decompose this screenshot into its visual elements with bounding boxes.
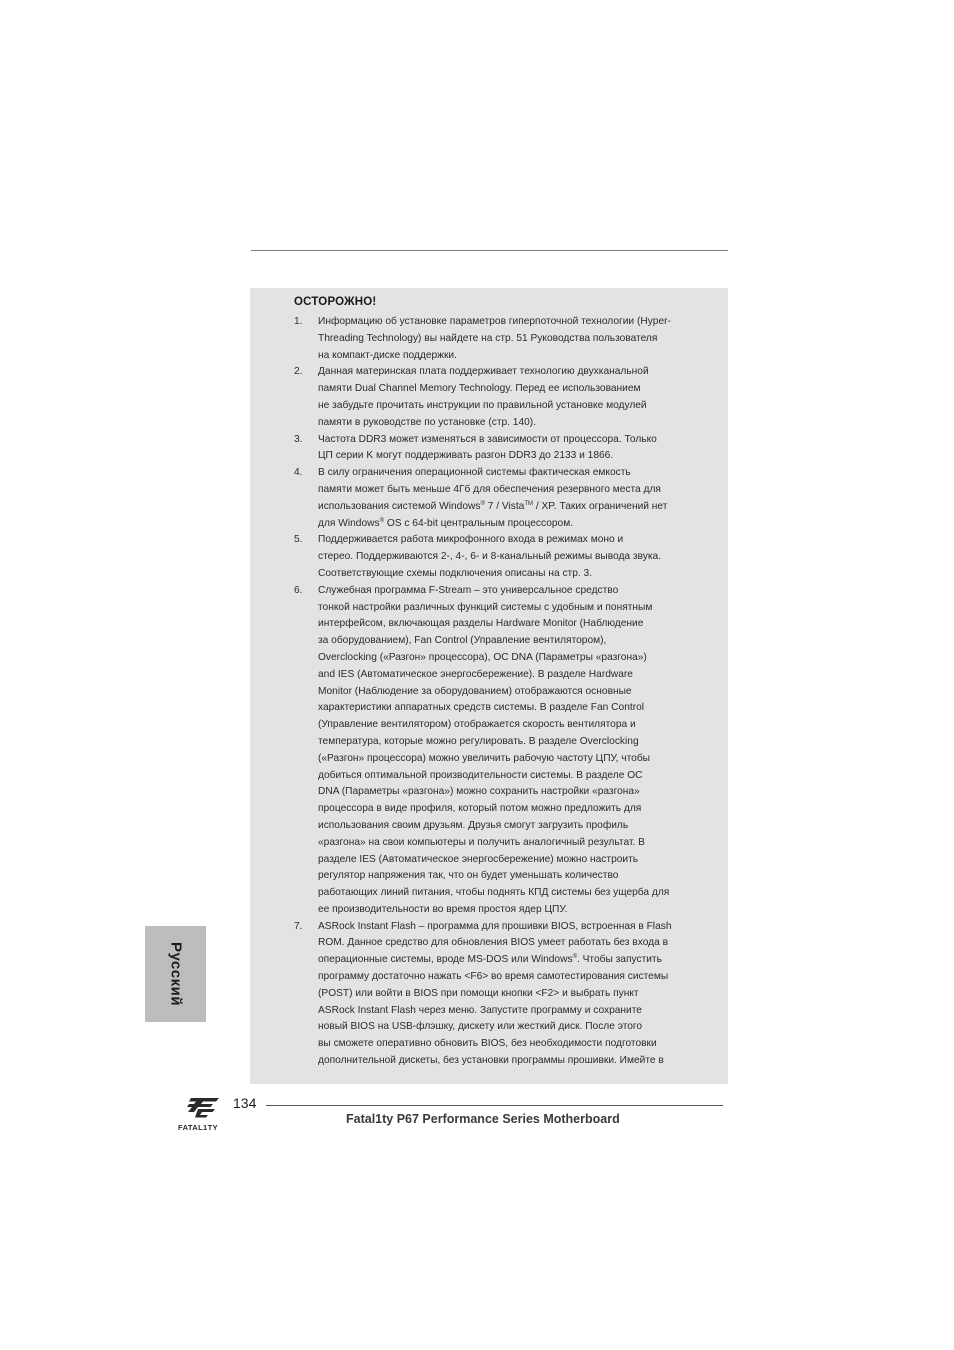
caution-line: работающих линий питания, чтобы поднять КПД системы без ущерба для bbox=[318, 887, 670, 899]
caution-line: Соответствующие схемы подключения описаны на стр. 3. bbox=[318, 567, 593, 579]
caution-item-text bbox=[318, 314, 714, 364]
caution-line bbox=[318, 516, 714, 533]
caution-line: новый BIOS на USB-флэшку, дискету или жесткий диск. После этого bbox=[318, 1021, 643, 1033]
caution-text-run: 7 / Vista bbox=[484, 500, 525, 512]
caution-line: процессора в виде профиля, который потом можно предложить для bbox=[318, 803, 642, 815]
caution-line: Поддерживается работа микрофонного входа в режимах моно и bbox=[318, 534, 624, 546]
caution-line: «разгона» на свои компьютеры и получить аналогичный результат. В bbox=[318, 836, 645, 848]
caution-box bbox=[250, 288, 728, 1084]
caution-line: стерео. Поддерживаются 2-, 4-, 6- и 8-канальный режимы вывода звука. bbox=[318, 551, 662, 563]
caution-line: памяти Dual Channel Memory Technology. Перед ее использованием bbox=[318, 383, 641, 395]
caution-line: and IES (Автоматическое энергосбережение). В разделе Hardware bbox=[318, 668, 633, 680]
caution-line: Частота DDR3 может изменяться в зависимости от процессора. Только bbox=[318, 433, 657, 445]
caution-text-run: / XP. Таких ограничений нет bbox=[533, 500, 668, 512]
caution-line: тонкой настройки различных функций системы с удобным и понятным bbox=[318, 601, 653, 613]
caution-item bbox=[294, 465, 714, 532]
caution-line: температура, которые можно регулировать. В разделе Overclocking bbox=[318, 735, 639, 747]
caution-line: ROM. Данное средство для обновления BIOS умеет работать без входа в bbox=[318, 937, 668, 949]
caution-item bbox=[294, 919, 714, 1070]
caution-line: ASRock Instant Flash – программа для прошивки BIOS, встроенная в Flash bbox=[318, 920, 672, 932]
caution-item-text bbox=[318, 432, 714, 466]
page-number: 134 bbox=[233, 1095, 257, 1111]
caution-line: использования своим друзьям. Друзья смогут загрузить профиль bbox=[318, 819, 629, 831]
caution-line: на компакт-диске поддержки. bbox=[318, 349, 457, 361]
trademark-superscript: ® bbox=[379, 517, 384, 524]
caution-line: дополнительной дискеты, без установки программы прошивки. Имейте в bbox=[318, 1055, 664, 1067]
caution-line: не забудьте прочитать инструкции по правильной установке модулей bbox=[318, 399, 647, 411]
footer-title: Fatal1ty P67 Performance Series Motherboard bbox=[346, 1112, 620, 1126]
trademark-superscript: TM bbox=[524, 500, 534, 507]
caution-line: интерфейсом, включающая разделы Hardware Monitor (Наблюдение bbox=[318, 618, 644, 630]
caution-line: характеристики аппаратных средств системы. В разделе Fan Control bbox=[318, 702, 645, 714]
caution-text-run: использования системой Windows bbox=[318, 500, 481, 512]
caution-line: ее производительности во время простоя ядер ЦПУ. bbox=[318, 903, 568, 915]
caution-item-text bbox=[318, 583, 714, 919]
caution-line: вы сможете оперативно обновить BIOS, без необходимости подготовки bbox=[318, 1038, 657, 1050]
caution-line: добиться оптимальной производительности системы. В разделе OC bbox=[318, 769, 643, 781]
language-label: Русский bbox=[167, 941, 184, 1007]
caution-line: памяти может быть меньше 4Гб для обеспечения резервного места для bbox=[318, 483, 661, 495]
caution-line: регулятор напряжения так, что он будет уменьшать количество bbox=[318, 870, 619, 882]
caution-text-run: для Windows bbox=[318, 517, 380, 529]
caution-line: (Управление вентилятором) отображается скорость вентилятора и bbox=[318, 719, 636, 731]
trademark-superscript: ® bbox=[480, 500, 485, 507]
caution-line: Threading Technology) вы найдете на стр. 51 Руководства пользователя bbox=[318, 332, 658, 344]
logo-mark-icon bbox=[187, 1098, 219, 1118]
caution-title: ОСТОРОЖНО! bbox=[294, 296, 377, 308]
caution-line: ЦП серии K могут поддерживать разгон DDR3 до 2133 и 1866. bbox=[318, 450, 614, 462]
caution-item-number: 5. bbox=[294, 534, 303, 546]
caution-line: программу достаточно нажать <F6> во время самотестирования системы bbox=[318, 971, 669, 983]
caution-line: («Разгон» процессора) можно увеличить рабочую частоту ЦПУ, чтобы bbox=[318, 752, 650, 764]
caution-line: В силу ограничения операционной системы фактическая емкость bbox=[318, 467, 631, 479]
caution-line: DNA (Параметры «разгона») можно сохранить настройки «разгона» bbox=[318, 786, 640, 798]
caution-item-text bbox=[318, 532, 714, 582]
caution-line bbox=[318, 952, 714, 969]
caution-line: за оборудованием), Fan Control (Управление вентилятором), bbox=[318, 635, 607, 647]
caution-line: Служебная программа F-Stream – это универсальное средство bbox=[318, 584, 619, 596]
caution-line: Overclocking («Разгон» процессора), OC DNA (Параметры «разгона») bbox=[318, 651, 647, 663]
caution-line: Информацию об установке параметров гиперпоточной технологии (Hyper- bbox=[318, 316, 671, 327]
caution-line: (POST) или войти в BIOS при помощи кнопки <F2> и выбрать пункт bbox=[318, 987, 639, 999]
caution-line: ASRock Instant Flash через меню. Запустите программу и сохраните bbox=[318, 1004, 642, 1016]
caution-line: разделе IES (Автоматическое энергосбережение) можно настроить bbox=[318, 853, 639, 865]
caution-item bbox=[294, 364, 714, 431]
caution-text-run: OS с 64-bit центральным процессором. bbox=[384, 517, 574, 529]
caution-item-number: 3. bbox=[294, 433, 303, 445]
caution-line: памяти в руководстве по установке (стр. 140). bbox=[318, 416, 537, 428]
caution-item-text bbox=[318, 465, 714, 532]
language-tab bbox=[145, 926, 206, 1022]
caution-item-number: 7. bbox=[294, 920, 303, 932]
caution-item-number: 1. bbox=[294, 316, 303, 327]
caution-text-run: операционные системы, вроде MS-DOS или Windows bbox=[318, 954, 573, 966]
caution-text-run: . Чтобы запустить bbox=[576, 954, 662, 966]
footer-divider bbox=[266, 1105, 723, 1106]
caution-item-number: 6. bbox=[294, 584, 303, 596]
caution-line bbox=[318, 499, 714, 516]
logo-wordmark: FATAL1TY bbox=[178, 1123, 219, 1132]
caution-item-text bbox=[318, 364, 714, 431]
caution-list bbox=[294, 314, 714, 1070]
fatal1ty-logo bbox=[175, 1094, 233, 1134]
caution-line: Данная материнская плата поддерживает технологию двухканальной bbox=[318, 366, 649, 378]
caution-item bbox=[294, 532, 714, 582]
caution-item bbox=[294, 314, 714, 364]
caution-line: Monitor (Наблюдение за оборудованием) отображаются основные bbox=[318, 685, 632, 697]
top-divider bbox=[251, 250, 728, 251]
caution-item bbox=[294, 583, 714, 919]
caution-item bbox=[294, 432, 714, 466]
caution-item-text bbox=[318, 919, 714, 1070]
caution-item-number: 4. bbox=[294, 467, 303, 479]
caution-item-number: 2. bbox=[294, 366, 303, 378]
trademark-superscript: ® bbox=[572, 954, 577, 961]
